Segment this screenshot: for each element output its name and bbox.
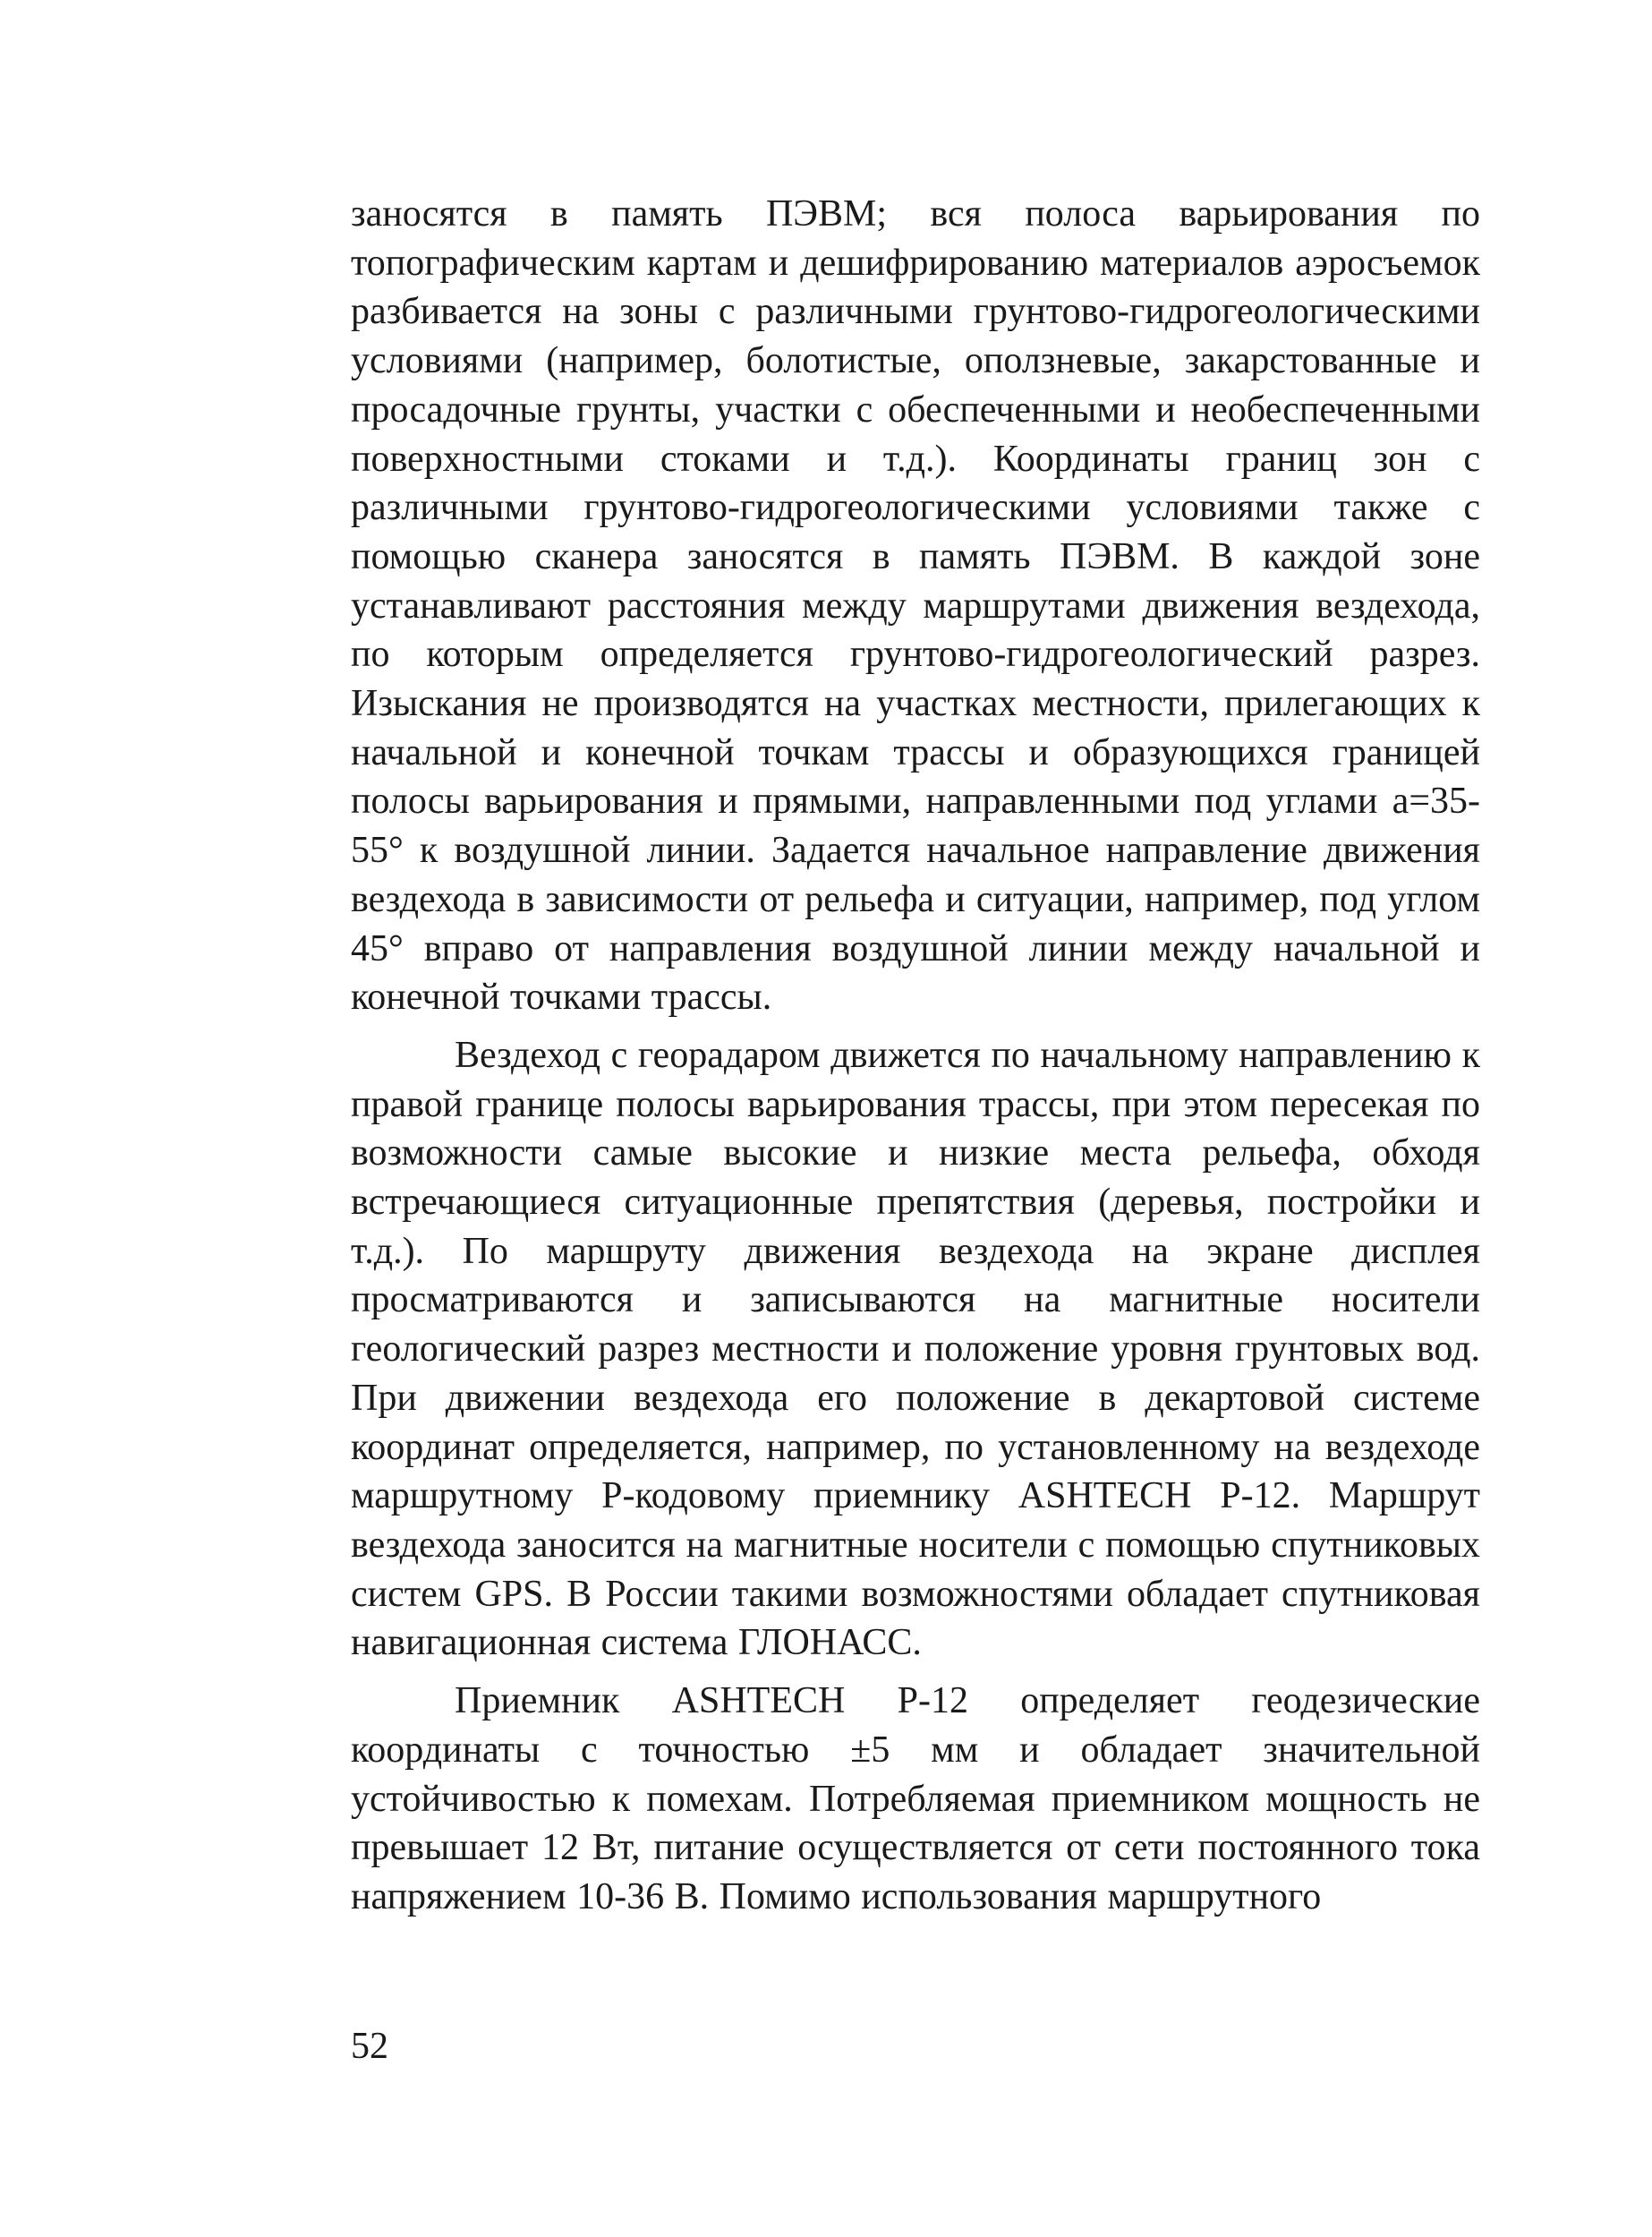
paragraph-receiver: Приемник ASHTECH Р-12 определяет геодезические координаты с точностью ±5 мм и обладает значительной устойчивостью к помехам. Потребляемая приемником мощность не превышает 12 Вт, питание осуществляется от сети постоянного тока напряжением 10-36 В. Помимо использования маршрутного bbox=[351, 1680, 1480, 1917]
body-text bbox=[351, 190, 1480, 1931]
page-number: 52 bbox=[351, 2026, 388, 2067]
paragraph-vehicle-georadar: Вездеход с георадаром движется по начальному направлению к правой границе полосы варьирования трассы, при этом пересекая по возможности самые высокие и низкие места рельефа, обходя встречающиеся ситуационные препятствия (деревья, постройки и т.д.). По маршруту движения вездехода на экране дисплея просматриваются и записываются на магнитные носители геологический разрез местности и положение уровня грунтовых вод. При движении вездехода его положение в декартовой системе координат определяется, например, по установленному на вездеходе маршрутному Р-кодовому приемнику ASHTECH Р-12. Маршрут вездехода заносится на магнитные носители с помощью спутниковых систем GPS. В России такими возможностями обладает спутниковая навигационная система ГЛОНАСС. bbox=[351, 1034, 1480, 1664]
paragraph-continued: заносятся в память ПЭВМ; вся полоса варьирования по топографическим картам и дешифрированию материалов аэросъемок разбивается на зоны с различными грунтово-гидрогеологическими условиями (например, болотистые, оползневые, закарстованные и просадочные грунты, участки с обеспеченными и необеспеченными поверхностными стоками и т.д.). Координаты границ зон с различными грунтово-гидрогеологическими условиями также с помощью сканера заносятся в память ПЭВМ. В каждой зоне устанавливают расстояния между маршрутами движения вездехода, по которым определяется грунтово-гидрогеологический разрез. Изыскания не производятся на участках местности, прилегающих к начальной и конечной точкам трассы и образующихся границей полосы варьирования и прямыми, направленными под углами а=35-55° к воздушной линии. Задается начальное направление движения вездехода в зависимости от рельефа и ситуации, например, под углом 45° вправо от направления воздушной линии между начальной и конечной точками трассы. bbox=[351, 193, 1480, 1019]
